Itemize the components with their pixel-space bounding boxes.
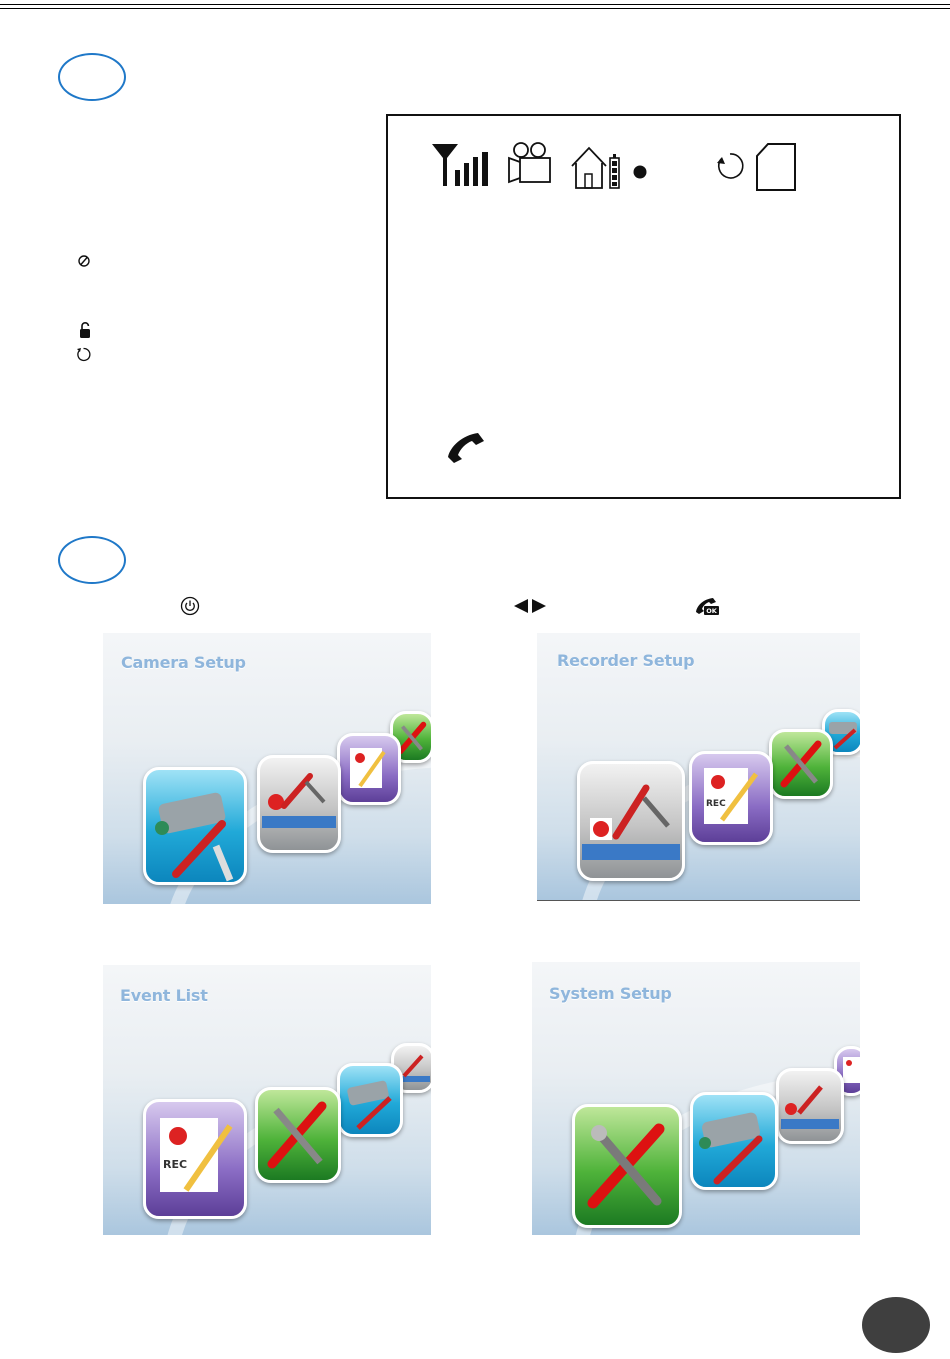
camera-setup-icon — [146, 770, 244, 882]
event-list-tile — [689, 751, 773, 845]
recorder-setup-tile — [257, 755, 341, 853]
event-list-icon — [340, 736, 398, 802]
event-list-icon — [692, 754, 770, 842]
camera-setup-tile — [337, 1063, 403, 1137]
menu-title: Recorder Setup — [557, 651, 695, 670]
menu-screen-camera-setup — [103, 633, 431, 904]
recorder-setup-icon — [260, 758, 338, 850]
unlock-icon — [78, 321, 92, 339]
disable-icon — [77, 254, 91, 268]
recorder-setup-tile — [577, 761, 685, 881]
step-circle-2 — [58, 536, 126, 584]
event-list-icon — [146, 1102, 244, 1216]
menu-screen-recorder-setup — [537, 633, 860, 901]
menu-title: System Setup — [549, 984, 672, 1003]
camera-icon — [506, 140, 554, 186]
menu-screen-event-list — [103, 965, 431, 1235]
system-setup-icon — [575, 1107, 679, 1225]
camera-setup-icon — [693, 1095, 775, 1187]
svg-text:REC: REC — [163, 1158, 188, 1171]
svg-text:OK: OK — [706, 607, 717, 615]
step-circle-1 — [58, 53, 126, 101]
sd-card-icon — [754, 142, 798, 192]
recorder-setup-icon — [779, 1071, 841, 1141]
menu-title: Event List — [120, 986, 208, 1005]
system-setup-tile — [255, 1087, 341, 1183]
camera-setup-icon — [340, 1066, 400, 1134]
menu-title: Camera Setup — [121, 653, 246, 672]
recorder-setup-icon — [580, 764, 682, 878]
trim-line-second — [0, 8, 950, 9]
menu-screen-system-setup — [532, 962, 860, 1235]
system-setup-icon — [258, 1090, 338, 1180]
monitor-screen-diagram — [386, 114, 901, 499]
trim-line-top — [0, 4, 950, 5]
camera-setup-tile — [690, 1092, 778, 1190]
home-battery-icon — [568, 144, 624, 190]
record-dot-icon — [632, 164, 648, 180]
event-list-tile — [337, 733, 401, 805]
power-icon — [180, 596, 200, 616]
recorder-setup-tile — [776, 1068, 844, 1144]
rotate-icon — [714, 149, 748, 183]
system-setup-icon — [772, 732, 830, 796]
system-setup-tile — [572, 1104, 682, 1228]
refresh-icon — [75, 346, 92, 363]
ok-phone-icon — [694, 596, 720, 616]
system-setup-tile — [769, 729, 833, 799]
camera-setup-tile — [143, 767, 247, 885]
signal-icon — [430, 142, 492, 188]
page-number-badge — [862, 1297, 930, 1353]
left-right-arrows-icon — [513, 598, 547, 614]
svg-text:REC: REC — [706, 799, 726, 809]
phone-icon — [444, 429, 490, 465]
event-list-tile — [143, 1099, 247, 1219]
